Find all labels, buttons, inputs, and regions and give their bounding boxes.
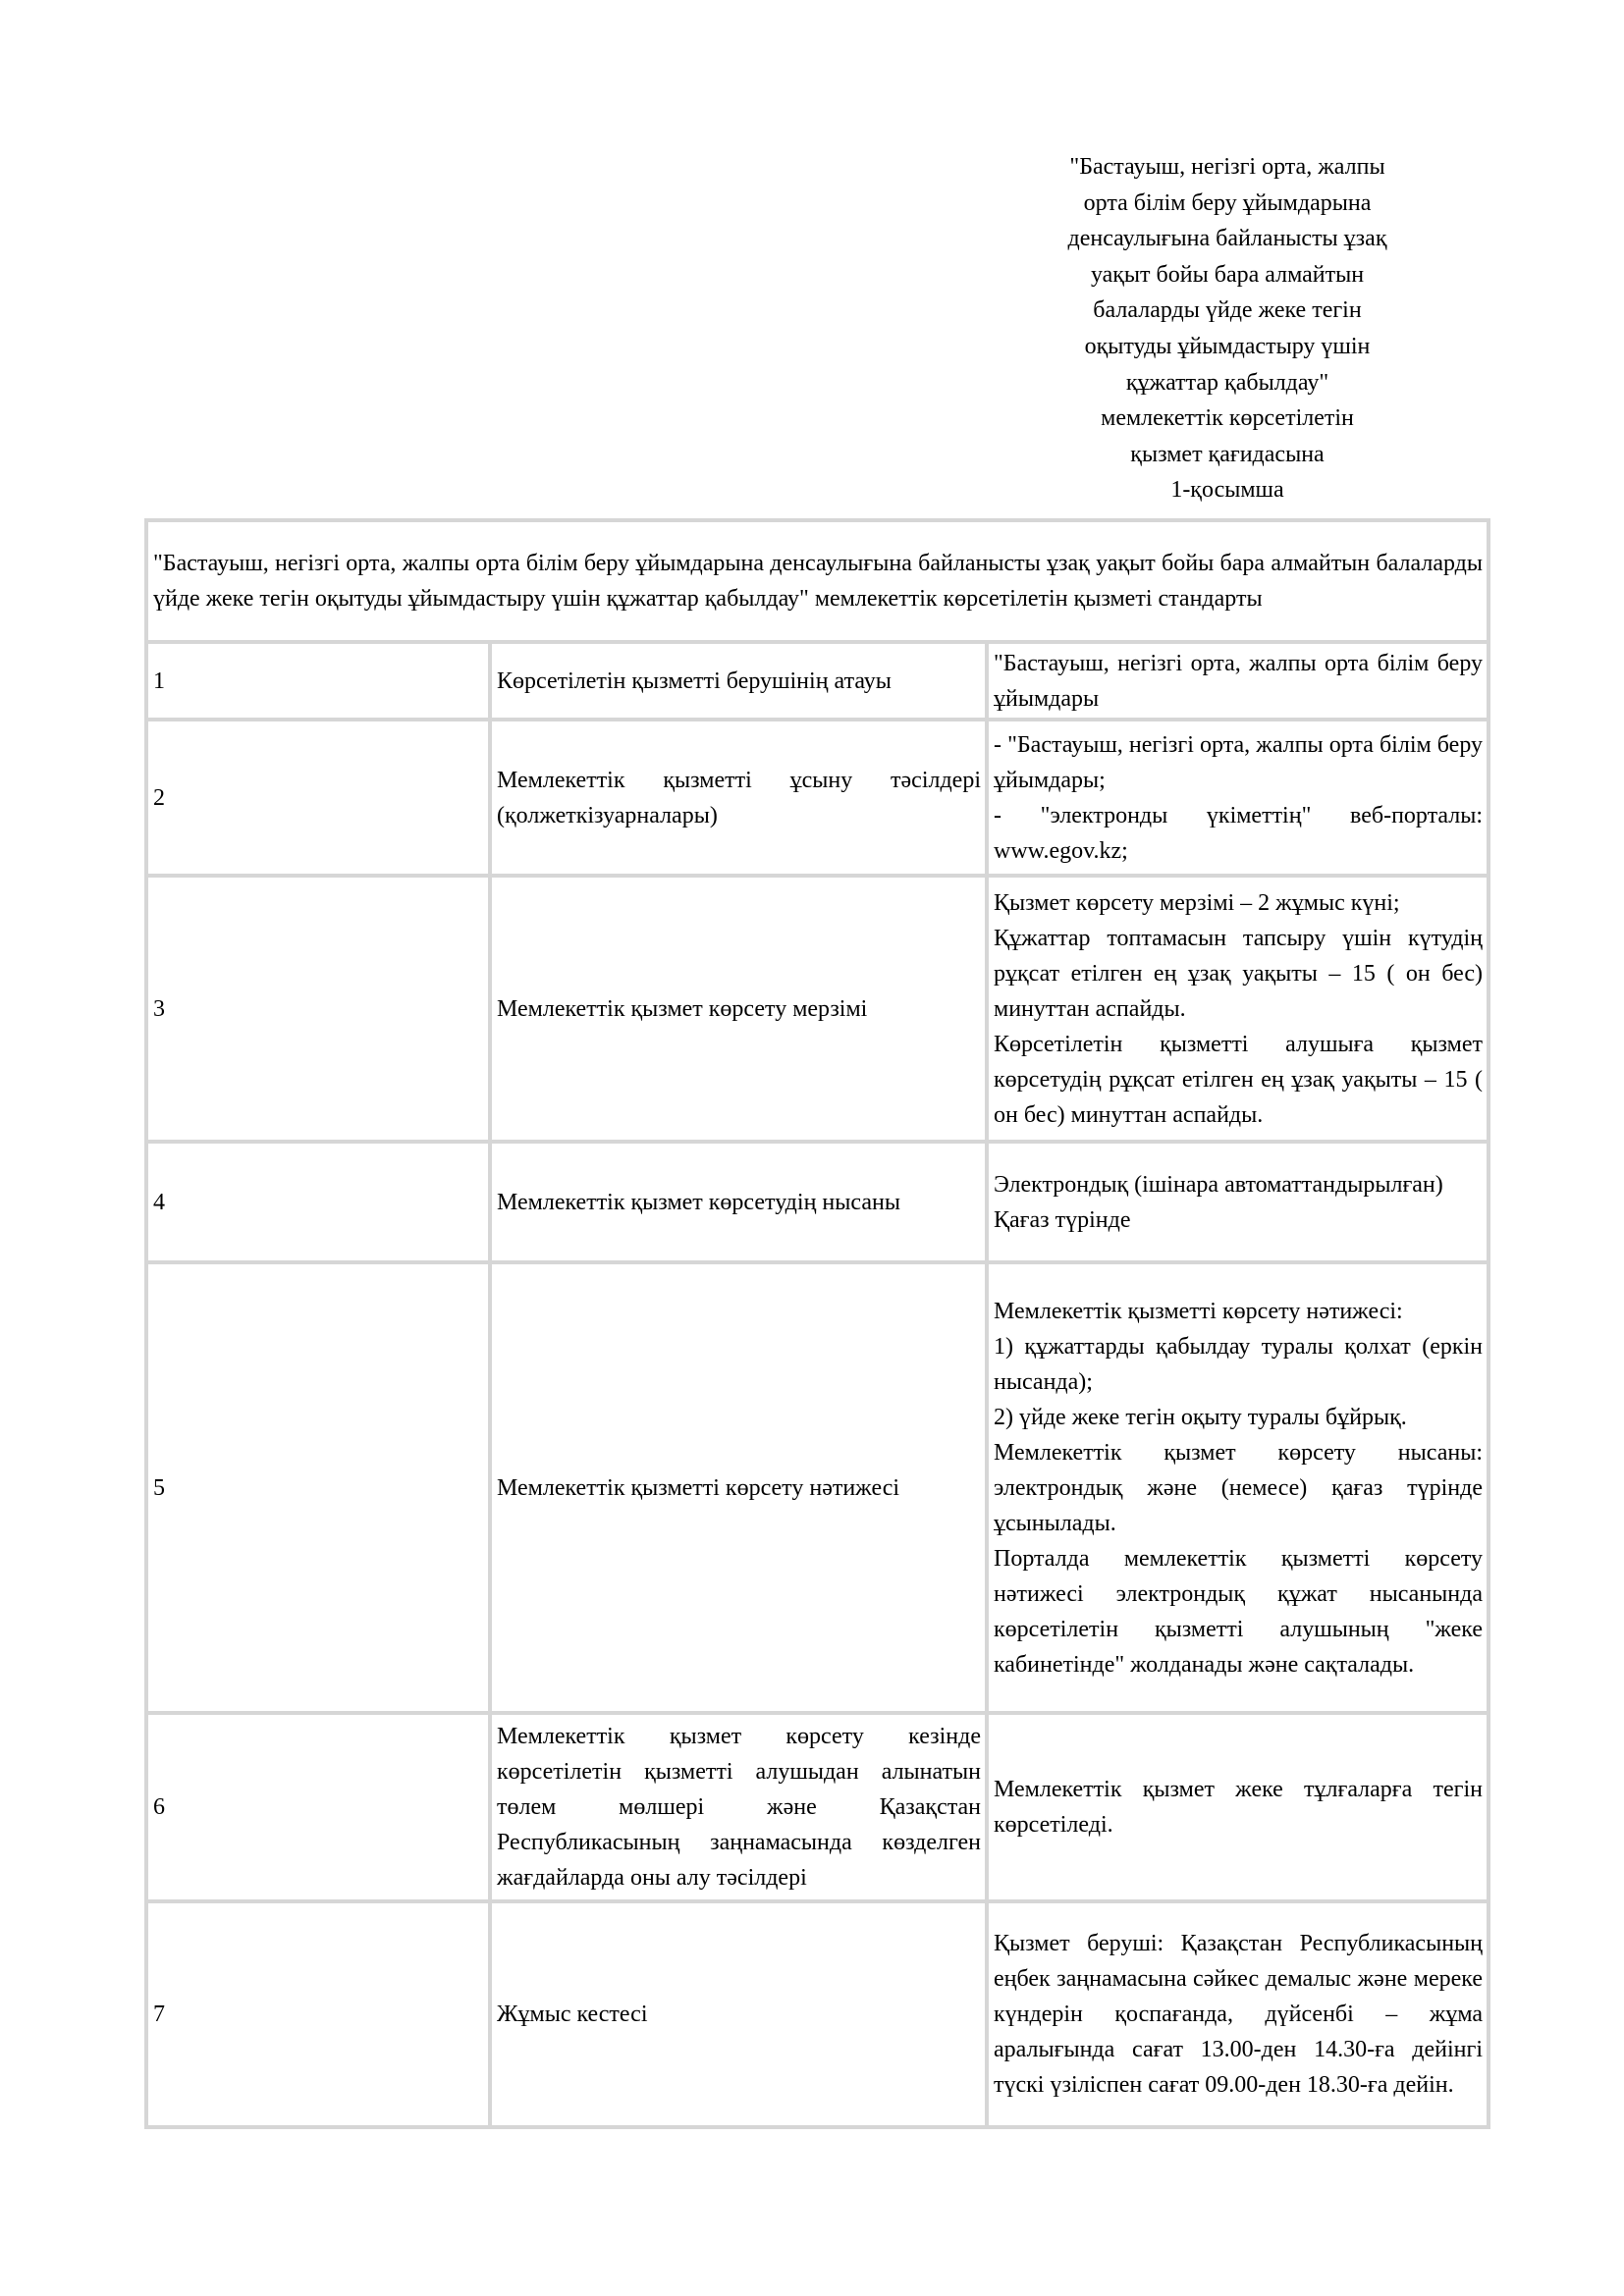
appendix-line: орта білім беру ұйымдарына — [1083, 189, 1372, 216]
row-value — [987, 1901, 1489, 2127]
appendix-number: 1-қосымша — [1170, 477, 1284, 504]
value-paragraph: Мемлекеттік қызмет көрсету нысаны: электрондық және (немесе) қағаз түрінде ұсынылады. — [994, 1439, 1484, 1536]
row-label: Мемлекеттік қызмет көрсетудің нысаны — [490, 1142, 987, 1262]
table-row — [146, 642, 1489, 720]
appendix-line: құжаттар қабылдау" — [1125, 369, 1329, 396]
row-number: 4 — [146, 1142, 490, 1262]
table-row — [146, 1713, 1489, 1901]
appendix-line: балаларды үйде жеке тегін — [1093, 297, 1362, 324]
row-value — [987, 720, 1489, 876]
row-label: Мемлекеттік қызмет көрсету мерзімі — [490, 876, 987, 1142]
row-value — [987, 876, 1489, 1142]
appendix-line: "Бастауыш, негізгі орта, жалпы — [1069, 154, 1385, 180]
appendix-line: қызмет қағидасына — [1130, 441, 1325, 467]
value-paragraph: Электрондық (ішінара автоматтандырылған) — [994, 1171, 1443, 1198]
row-value — [987, 1142, 1489, 1262]
table-row — [146, 876, 1489, 1142]
value-paragraph: 2) үйде жеке тегін оқыту туралы бұйрық. — [994, 1404, 1407, 1430]
appendix-header — [982, 149, 1473, 508]
appendix-line: уақыт бойы бара алмайтын — [1090, 261, 1365, 288]
row-number: 6 — [146, 1713, 490, 1901]
row-number: 5 — [146, 1262, 490, 1713]
table-row — [146, 1262, 1489, 1713]
value-paragraph: Порталда мемлекеттік қызметті көрсету нәтижесі электрондық құжат нысанында көрсетілетін қызметті алушының "жеке кабинетінде" жолданады және сақталады. — [994, 1545, 1484, 1678]
row-value — [987, 1713, 1489, 1901]
table-title-row — [146, 520, 1489, 642]
value-paragraph: Құжаттар топтамасын тапсыру үшін күтудің рұқсат етілген ең ұзақ уақыты – 15 ( он бес) минуттан аспайды. — [994, 925, 1484, 1022]
table-row — [146, 1901, 1489, 2127]
value-paragraph: Мемлекеттік қызмет жеке тұлғаларға тегін көрсетіледі. — [994, 1777, 1484, 1838]
value-paragraph: Қызмет беруші: Қазақстан Республикасының еңбек заңнамасына сәйкес демалыс және мереке күндерін қоспағанда, дүйсенбі – жұма аралығында сағат 13.00-ден 14.30-ға дейінгі түскі үзіліспен сағат 09.00-ден 18.30-ға дейін. — [994, 1931, 1484, 2098]
row-label: Мемлекеттік қызметті көрсету нәтижесі — [490, 1262, 987, 1713]
value-paragraph: 1) құжаттарды қабылдау туралы қолхат (еркін нысанда); — [994, 1333, 1484, 1395]
table-row — [146, 720, 1489, 876]
appendix-line: оқытуды ұйымдастыру үшін — [1084, 333, 1371, 359]
row-number: 3 — [146, 876, 490, 1142]
table-row — [146, 1142, 1489, 1262]
value-paragraph: - "электронды үкіметтің" веб-порталы: www.egov.kz; — [994, 802, 1484, 864]
row-value — [987, 1262, 1489, 1713]
label-paragraph: Мемлекеттік қызметті ұсыну тәсілдері (қолжеткізуарналары) — [497, 767, 981, 828]
value-paragraph: Қызмет көрсету мерзімі – 2 жұмыс күні; — [994, 889, 1400, 916]
value-paragraph: Мемлекеттік қызметті көрсету нәтижесі: — [994, 1298, 1403, 1324]
appendix-line: денсаулығына байланысты ұзақ — [1067, 226, 1387, 252]
row-label — [490, 720, 987, 876]
row-number: 1 — [146, 642, 490, 720]
service-standard-table — [144, 518, 1490, 2129]
row-value — [987, 642, 1489, 720]
value-paragraph: Қағаз түрінде — [994, 1206, 1131, 1233]
row-label: Көрсетілетін қызметті берушінің атауы — [490, 642, 987, 720]
table-title: "Бастауыш, негізгі орта, жалпы орта білім беру ұйымдарына денсаулығына байланысты ұзақ уақыт бойы бара алмайтын балаларды үйде жеке тегін оқытуды ұйымдастыру үшін құжаттар қабылдау" мемлекеттік көрсетілетін қызметі стандарты — [146, 520, 1489, 642]
row-label: Жұмыс кестесі — [490, 1901, 987, 2127]
value-paragraph: Көрсетілетін қызметті алушыға қызмет көрсетудің рұқсат етілген ең ұзақ уақыты – 15 ( он бес) минуттан аспайды. — [994, 1031, 1484, 1128]
row-number: 2 — [146, 720, 490, 876]
value-paragraph: - "Бастауыш, негізгі орта, жалпы орта білім беру ұйымдары; — [994, 731, 1484, 793]
row-label — [490, 1713, 987, 1901]
label-paragraph: Мемлекеттік қызмет көрсету кезінде көрсетілетін қызметті алушыдан алынатын төлем мөлшері және Қазақстан Республикасының заңнамасында көзделген жағдайларда оны алу тәсілдері — [497, 1724, 981, 1891]
value-paragraph: "Бастауыш, негізгі орта, жалпы орта білім беру ұйымдары — [994, 650, 1484, 712]
appendix-line: мемлекеттік көрсетілетін — [1101, 405, 1354, 432]
row-number: 7 — [146, 1901, 490, 2127]
